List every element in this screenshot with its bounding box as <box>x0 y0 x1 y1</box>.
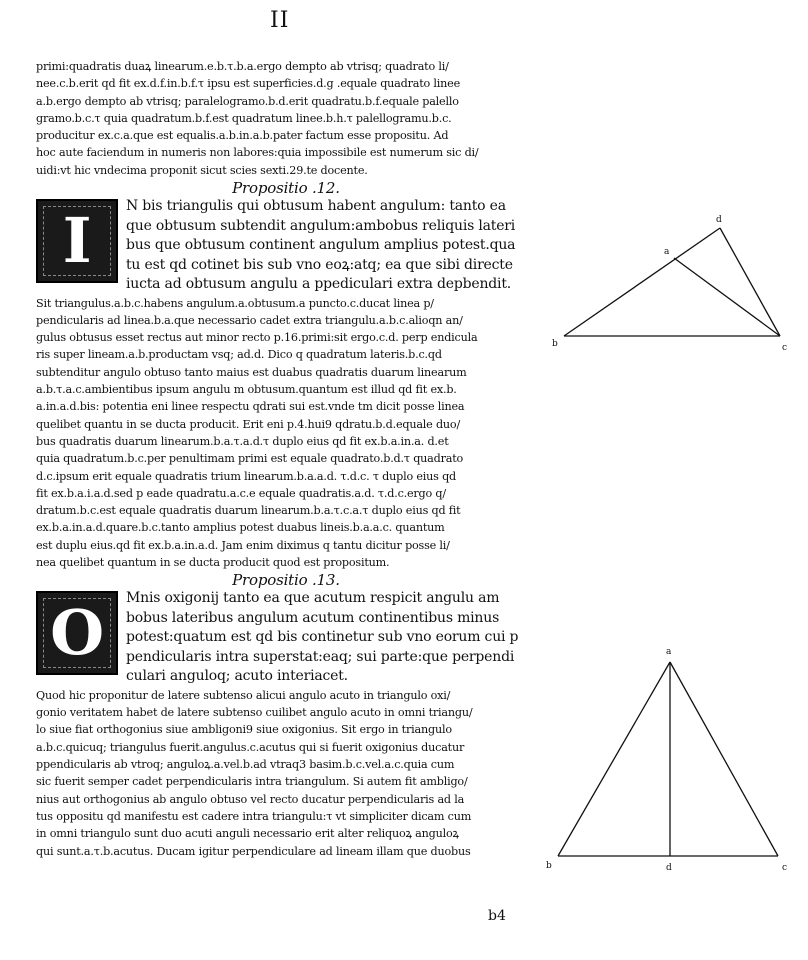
text-column <box>36 58 536 860</box>
proposition-13-heading: Propositio .13. <box>232 571 340 590</box>
label-a: a <box>664 247 670 257</box>
text-line: a.b.c.quicuq; triangulus fuerit.angulus.c.acutus qui si fuerit oxigonius ducatur <box>36 740 465 754</box>
text-line: a.b.ergo dempto ab vtrisq; paralelogramo.b.d.erit quadratu.b.f.equale palello <box>36 94 459 108</box>
ornament-border <box>43 206 111 276</box>
text-line: ris super lineam.a.b.productam vsq; ad.d. Dico q quadratum lateris.b.c.qd <box>36 348 442 362</box>
enunciation-line: bobus lateribus angulum acutum continentibus minus <box>126 609 500 626</box>
text-line: primi:quadratis duaꝝ linearum.e.b.τ.b.a.ergo dempto ab vtrisq; quadrato li/ <box>36 60 449 73</box>
line-a-b <box>558 662 670 856</box>
label-d: d <box>666 863 672 873</box>
paragraph-top <box>36 58 536 179</box>
text-line: gramo.b.c.τ quia quadratum.b.f.est quadratum linee.b.h.τ palellogramu.b.c. <box>36 111 452 125</box>
text-line: lo siue fiat orthogonius siue ambligoni9 siue oxigonius. Sit ergo in triangulo <box>36 723 452 737</box>
page-number: II <box>270 8 290 33</box>
text-line: gulus obtusus esset rectus aut minor recto p.16.primi:sit ergo.c.d. perp endicula <box>36 331 478 345</box>
text-line: qui sunt.a.τ.b.acutus. Ducam igitur perpendiculare ad lineam illam que duobus <box>36 844 471 858</box>
proposition-12-heading: Propositio .12. <box>232 179 340 198</box>
line-a-c <box>670 662 778 856</box>
text-line: ppendicularis ab vtroq; anguloꝝ.a.vel.b.ad vtraq3 basim.b.c.vel.a.c.quia cum <box>36 758 455 772</box>
figure-obtuse-triangle <box>552 212 792 352</box>
text-line: bus quadratis duarum linearum.b.a.τ.a.d.τ duplo eius qd fit ex.b.a.in.a. d.et <box>36 434 449 448</box>
text-line: nea quelibet quantum in se ducta producit quod est propositum. <box>36 556 390 570</box>
enunciation-line: tu est qd cotinet bis sub vno eoꝝ:atq; ea que sibi directe <box>126 256 513 273</box>
text-line: est duplu eius.qd fit ex.b.a.in.a.d. Jam enim diximus q tantu dicitur posse li/ <box>36 538 450 552</box>
text-line: pendicularis ad linea.b.a.que necessario cadet extra triangulu.a.b.c.alioqn an/ <box>36 313 463 327</box>
enunciation-line: potest:quatum est qd bis continetur sub vno eorum cui p <box>126 629 519 646</box>
proposition-12-enunciation <box>36 197 536 295</box>
text-line: Quod hic proponitur de latere subtenso alicui angulo acuto in triangulo oxi/ <box>36 688 451 702</box>
text-line: producitur ex.c.a.que est equalis.a.b.in.a.b.pater factum esse propositu. Ad <box>36 129 449 143</box>
text-line: quia quadratum.b.c.per penultimam primi est equale quadrato.b.d.τ quadrato <box>36 452 464 466</box>
folio-signature: b4 <box>488 908 506 924</box>
text-line: sic fuerit semper cadet perpendicularis intra triangulum. Si autem fit ambligo/ <box>36 775 468 789</box>
text-line: fit ex.b.a.i.a.d.sed p eade quadratu.a.c.e equale quadratis.a.d. τ.d.c.ergo q/ <box>36 486 446 500</box>
decorated-initial-o: O <box>36 591 118 675</box>
label-a: a <box>666 647 672 657</box>
line-d-c <box>720 228 780 336</box>
proposition-13-commentary <box>36 687 536 860</box>
proposition-13-enunciation <box>36 589 536 687</box>
text-line: Sit triangulus.a.b.c.habens angulum.a.obtusum.a puncto.c.ducat linea p/ <box>36 296 434 310</box>
ornament-border <box>43 598 111 668</box>
text-line: ex.b.a.in.a.d.quare.b.c.tanto amplius potest duabus lineis.b.a.a.c. quantum <box>36 521 445 535</box>
enunciation-line: que obtusum subtendit angulum:ambobus reliquis lateri <box>126 217 516 234</box>
text-line: in omni triangulo sunt duo acuti anguli necessario erit alter reliquoꝝ anguloꝝ <box>36 827 459 841</box>
text-line: gonio veritatem habet de latere subtenso cuilibet angulo acuto in omni triangu/ <box>36 706 473 720</box>
enunciation-line: culari anguloq; acuto interiacet. <box>126 668 348 685</box>
label-d: d <box>716 215 722 225</box>
text-line: uidi:vt hic vndecima proponit sicut scies sexti.29.te docente. <box>36 163 368 177</box>
text-line: tus oppositu qd manifestu est cadere intra triangulu:τ vt simpliciter dicam cum <box>36 809 472 823</box>
figure-acute-triangle <box>542 642 792 874</box>
decorated-initial-i: I <box>36 199 118 283</box>
label-c: c <box>782 343 788 353</box>
text-line: nius aut orthogonius ab angulo obtuso vel recto ducatur perpendicularis ad la <box>36 792 465 806</box>
proposition-12-commentary <box>36 295 536 572</box>
label-b: b <box>552 339 558 349</box>
text-line: dratum.b.c.est equale quadratis duarum linearum.b.a.τ.c.a.τ duplo eius qd fit <box>36 504 461 518</box>
enunciation-line: iucta ad obtusum angulu a ppediculari extra depbendit. <box>126 276 511 293</box>
enunciation-line: N bis triangulis qui obtusum habent angulum: tanto ea <box>126 198 506 215</box>
label-c: c <box>782 863 788 873</box>
line-b-d <box>564 228 720 336</box>
label-b: b <box>546 861 552 871</box>
text-line: d.c.ipsum erit equale quadratis trium linearum.b.a.a.d. τ.d.c. τ duplo eius qd <box>36 469 457 483</box>
text-line: hoc aute faciendum in numeris non labores:quia impossibile est numerum sic di/ <box>36 146 479 160</box>
text-line: a.b.τ.a.c.ambientibus ipsum angulu m obtusum.quantum est illud qd fit ex.b. <box>36 383 457 397</box>
enunciation-line: pendicularis intra superstat:eaq; sui parte:que perpendi <box>126 648 515 665</box>
enunciation-line: Mnis oxigonij tanto ea que acutum respicit angulu am <box>126 590 500 607</box>
line-a-c <box>674 258 780 336</box>
enunciation-line: bus que obtusum continent angulum amplius potest.qua <box>126 237 516 254</box>
text-line: quelibet quantu in se ducta producit. Erit eni p.4.hui9 qdratu.b.d.equale duo/ <box>36 417 461 431</box>
text-line: a.in.a.d.bis: potentia eni linee respectu qdrati sui est.vnde tm dicit posse linea <box>36 400 465 414</box>
text-line: subtenditur angulo obtuso tanto maius est duabus quadratis duarum linearum <box>36 365 467 379</box>
text-line: nee.c.b.erit qd fit ex.d.f.in.b.f.τ ipsu est superficies.d.g .equale quadrato linee <box>36 77 461 91</box>
